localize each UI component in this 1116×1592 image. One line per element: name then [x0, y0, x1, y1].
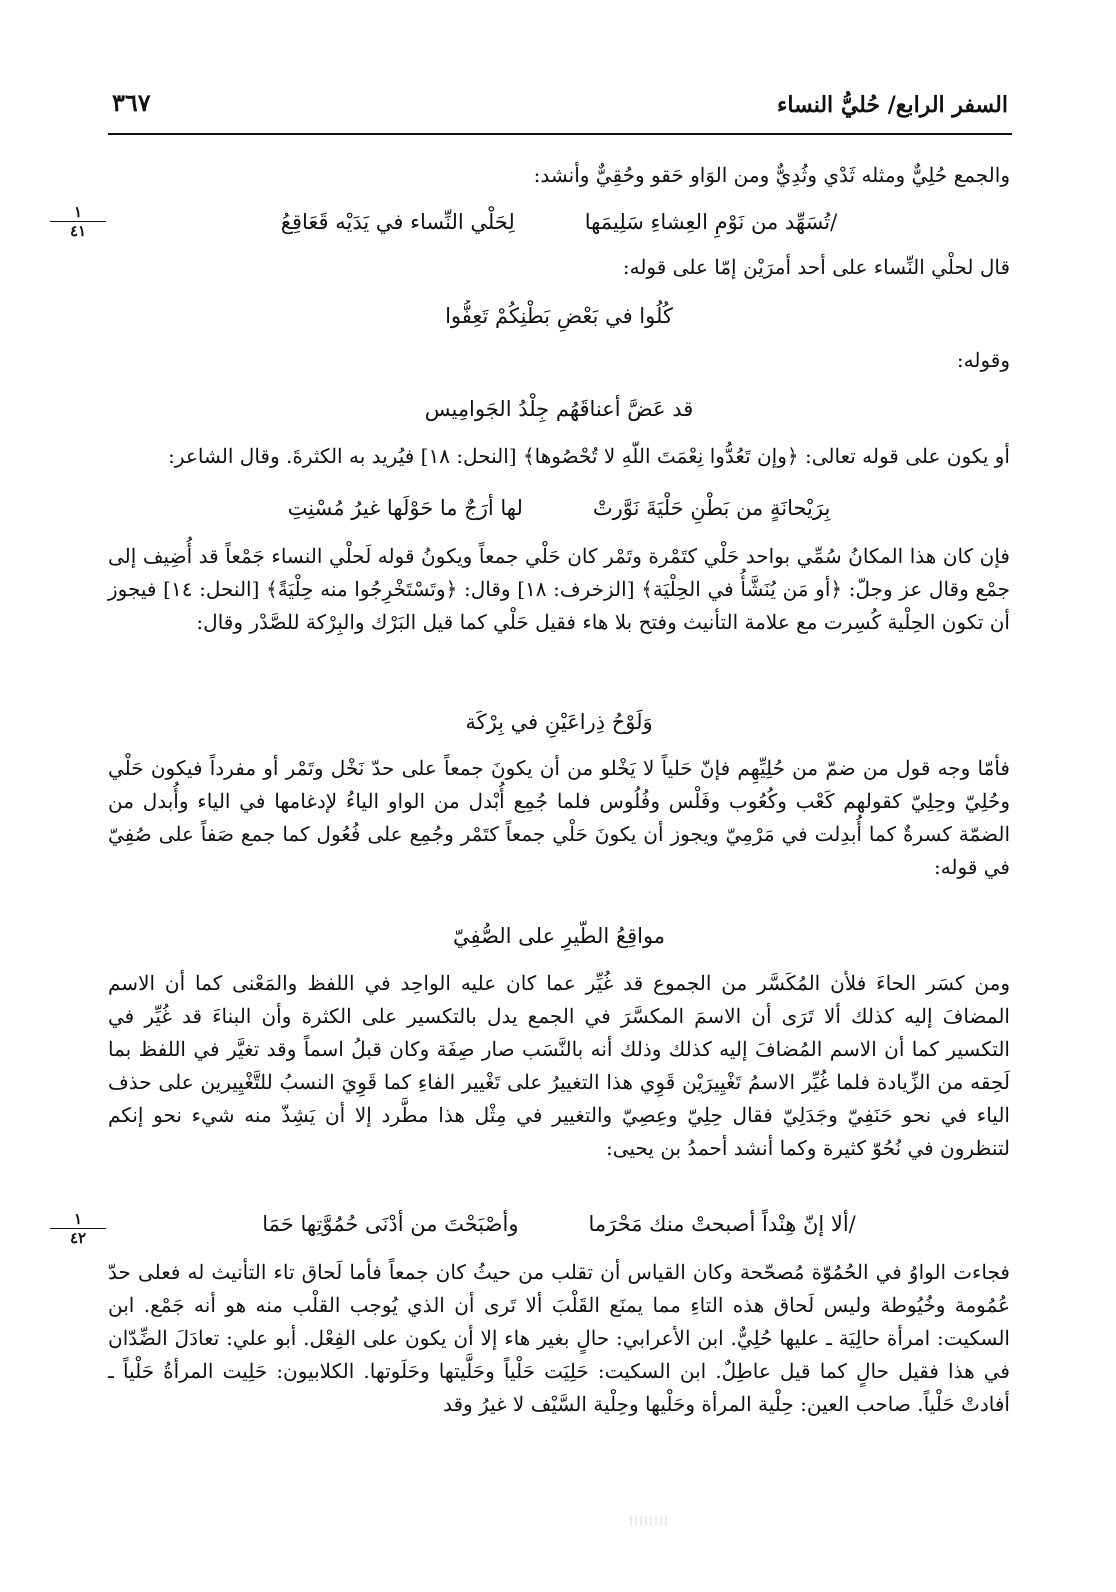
verse-line: مواقِعُ الطَّيرِ على الصُّفِيّ — [452, 924, 666, 948]
paragraph: فأمّا وجه قول من ضمّ من حُلِيِّهِم فإنّ حَلياً لا يَخْلو من أن يكونَ جمعاً على حدّ نَخْل وتَمْر أو مفرداً فيكون حَلْي وحُلِيّ وحِلِيّ كقولهم كَعْب وكُعُوب وفَلْس وفُلُوس فلما جُمِع أُبْدل من الواو الياءُ لإدغامها في الياء وأُبدل من الضمّة كسرةٌ كما أُبدِلت في مَرْمِيّ ويجوز أن يكونَ حَلْي جمعاً كتَمْر وجُمِع على فُعُول كما جمع صَفاً على صُفِيّ في قوله: — [108, 756, 1010, 879]
hemistich: /ألا إنّ هِنْداً أصبحتْ منك مَحْرَما — [588, 1212, 856, 1236]
hemistich: لِحَلْي النِّساء في يَدَيْه قَعَاقِعُ — [280, 210, 515, 234]
text-line: والجمع حُلِيٌّ ومثله ثَدْي وثُدِيٌّ ومن الوَاو حَقو وحُقِيٌّ وأنشد: — [533, 163, 1010, 187]
verse-line: كُلُوا في بَعْضِ بَطْنِكُمْ تَعِفُّوا — [445, 304, 673, 328]
hemistich: بِرَيْحانَةٍ من بَطْنِ حَلْيَةَ نَوَّرتْ — [592, 496, 831, 520]
text-line: وقوله: — [956, 348, 1010, 372]
paragraph: فإن كان هذا المكانُ سُمِّي بواحد حَلْي كتَمْرة وتَمْر كان حَلْي جمعاً ويكونُ قوله لَحلْي النساء جَمْعاً قد أُضِيف إلى جمْع وقال عز وجلّ: ﴿أو مَن يُنَشَّأُ في الحِلْيَة﴾ [الزخرف: ١٨] وقال: ﴿وتَسْتَخْرِجُوا منه حِلْيَةً﴾ [النحل: ١٤] فيجوز أن تكون الحِلْية كُسِرت مع علامة التأنيث وفتح بلا هاء فقيل حَلْي كما قيل البَرْك والبِرْكة للصَّدْر وقال: — [108, 544, 1011, 634]
text-line: أو يكون على قوله تعالى: ﴿وإن تَعُدُّوا نِعْمَتَ اللَّهِ لا تُحْصُوها﴾ [النحل: ١٨] فيُريد به الكثرةَ. وقال الشاعر: — [168, 444, 1010, 468]
scan-artifact — [630, 1516, 670, 1526]
verse-line: وَلَوْحُ ذِراعَيْنِ في بِرْكَة — [465, 710, 653, 734]
page-number: ٣٦٧ — [112, 88, 151, 117]
running-header — [112, 88, 1008, 128]
margin-folio-ref: ١ ٤١ — [50, 203, 106, 240]
hemistich: /تُسَهِّد من نَوْمِ العِشاءِ سَلِيمَها — [584, 210, 838, 234]
verse-line — [108, 206, 1010, 238]
margin-folio-ref: ١ ٤٢ — [50, 1210, 106, 1247]
paragraph: ومن كسَر الحاءَ فلأن المُكَسَّر من الجموع قد غُيِّر عما كان عليه الواحِد في اللفظ والمَعْنى كما أن الاسم المضافَ إليه كذلك ألا تَرَى أن الاسمَ المكسَّرَ في الجمع يدل بالتكسير على الكثرة وأن البناءَ قد غُيِّر في التكسير كما أن الاسم المُضافَ إليه كذلك وذلك أنه بالنَّسَب صار صِفَة وكان قبلُ اسماً وقد تغيَّر في اللفظ بما لَحِقه من الزِّيادة فلما غُيِّر الاسمُ تَغْيِيرَيْن قَوِي هذا التغييرُ على تَغْيير الفاءِ كما قَوِيَ النسبُ للتَّغْيِيرين على حذف الياء في نحو حَنَفِيّ وجَدَلِيّ فقال حِلِيّ وعِصِيّ والتغيير في مِثْل هذا مطَّرد إلا أن يَشِذّ منه شيء نحو إنكم لتنظرون في نُحُوّ كثيرة وكما أنشد أحمدُ بن يحيى: — [108, 971, 1010, 1160]
text-line: قال لحلْي النِّساء على أحد أمرَيْن إمّا على قوله: — [622, 255, 1010, 279]
verse-line: قد عَضَّ أعناقَهُم جِلْدُ الجَوامِيس — [424, 397, 694, 421]
verse-line — [108, 492, 1010, 524]
hemistich: لها أرَجٌ ما حَوْلَها غيرُ مُسْنِتِ — [287, 496, 523, 520]
header-title: السفر الرابع/ حُليُّ النساء — [777, 92, 1008, 118]
header-rule — [108, 133, 1012, 135]
verse-line — [108, 1208, 1010, 1240]
paragraph: فجاءت الواوُ في الحُمُوّة مُصحّحة وكان القياس أن تقلب من حيثُ كان جمعاً فأما لَحاق تاء التأنيث له فعلى حدّ عُمُومة وخُيُوطة وليس لَحاق هذه التاءِ مما يمنَع القَلْبَ ألا تَرى أن الذي يُوجب القلْب منه هو أنه جَمْع. ابن السكيت: امرأة حالِيَة ـ عليها حُلِيٌّ. ابن الأعرابي: حالٍ بغير هاء إلا أن يكون على الفِعْل. أبو علي: تعادَلَ الضِّدّان في هذا فقيل حالٍ كما قيل عاطِلٌ. ابن السكيت: حَلِيَت حَلْياً وحَلَّيتها وحَلَوتها. الكلابيون: حَلِيت المرأةُ حَلْياً ـ أفادتْ حَلْياً. صاحب العين: حِلْية المرأة وحَلْيها وحِلْية السَّيْف لا غيرُ وقد — [108, 1260, 1010, 1416]
hemistich: وأصْبَحْتَ من أدْنَى حُمُوَّتِها حَمَا — [262, 1212, 519, 1236]
